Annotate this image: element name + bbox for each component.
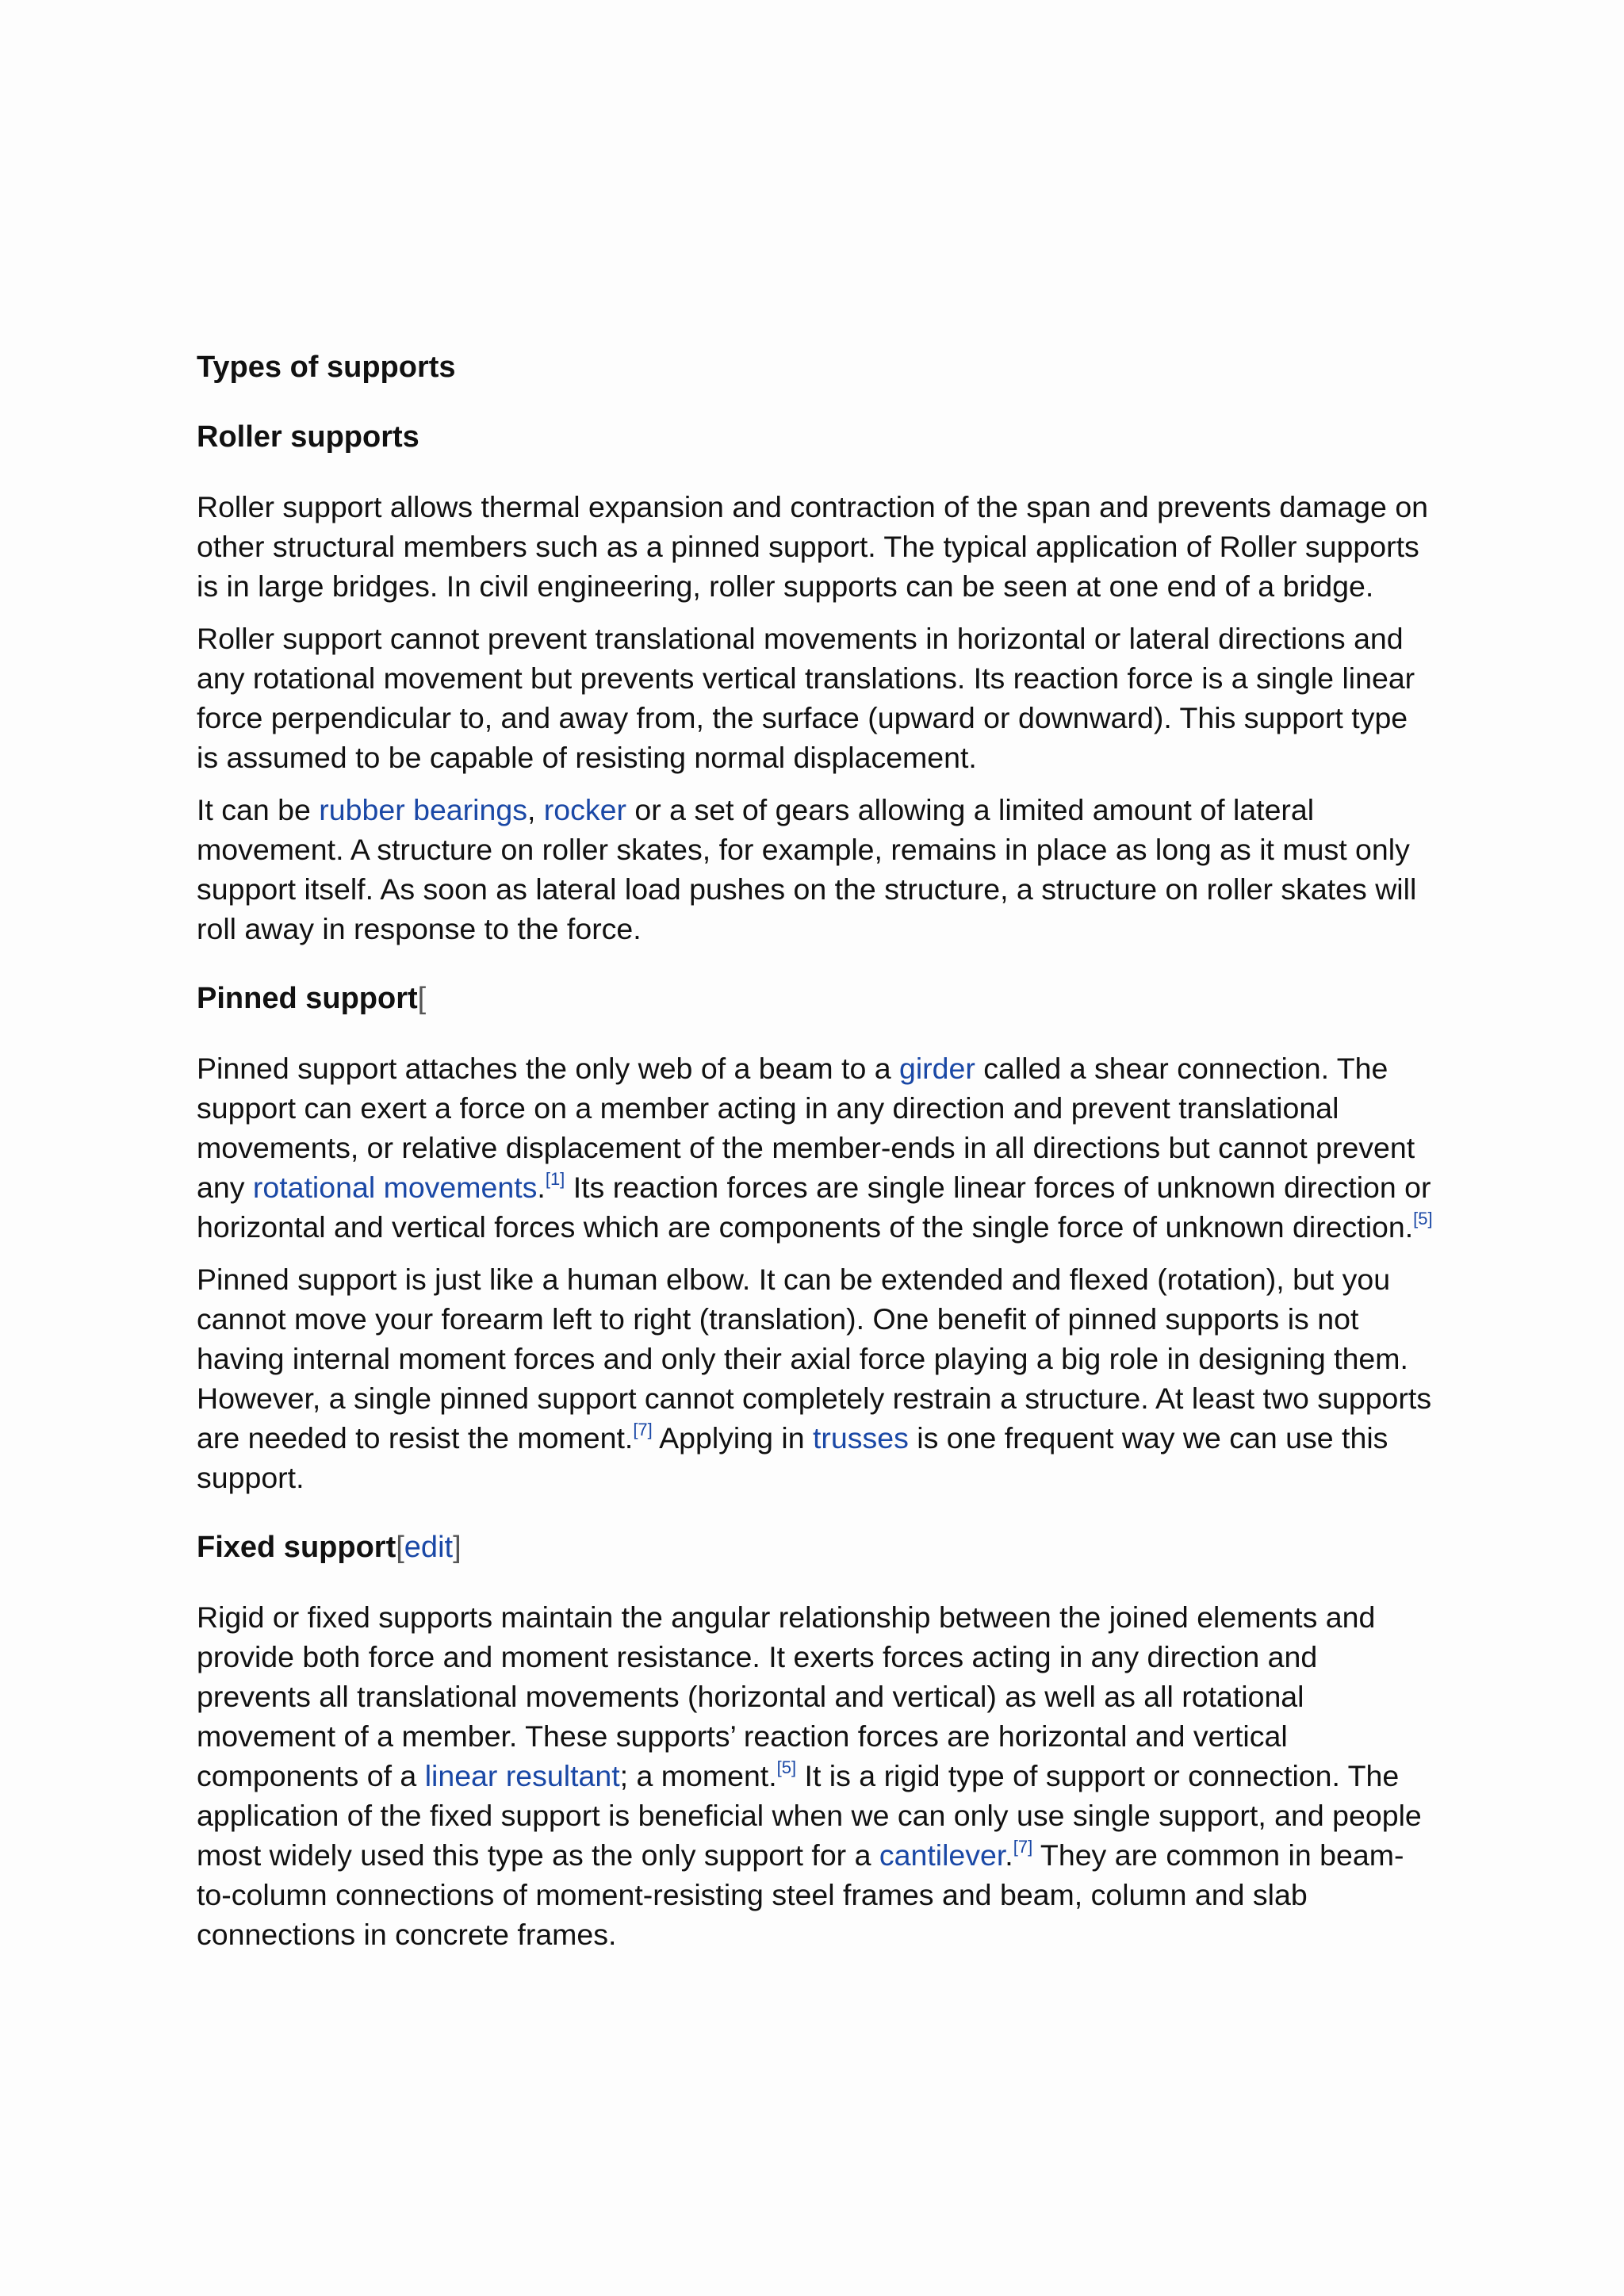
link-trusses[interactable]: trusses xyxy=(813,1421,909,1455)
edit-bracket-open: [ xyxy=(417,982,427,1015)
text-run: Rigid or fixed supports maintain the angular relationship between the joined elements and provide both force and moment resistance. It exerts forces acting in any direction and prevents all translational movements (horizontal and vertical) as well as all rotational movement of a member. These supports’ reaction forces are horizontal and vertical components of a xyxy=(197,1600,1376,1792)
heading-text: Pinned support xyxy=(197,982,418,1015)
section-heading-roller: Roller supports xyxy=(197,420,419,454)
text-run: , xyxy=(527,793,544,826)
roller-paragraph-1: Roller support allows thermal expansion and contraction of the span and prevents damage on other structural members such as a pinned support. The typical application of Roller supports is in large bridges. In civil engineering, roller supports can be seen at one end of a bridge. xyxy=(197,490,1429,603)
citation-ref-1[interactable]: [1] xyxy=(545,1169,565,1189)
roller-paragraph-3 xyxy=(197,790,1434,949)
edit-bracket-close: ] xyxy=(453,1531,462,1564)
text-run: They are common in beam-to-column connections of moment-resisting steel frames and beam, column and slab connections in concrete frames. xyxy=(197,1838,1404,1951)
text-run: Applying in xyxy=(652,1421,814,1455)
text-run: ; a moment. xyxy=(619,1759,777,1792)
text-run: It is a rigid type of support or connection. The application of the fixed support is beneficial when we can only use single support, and people most widely used this type as the only support for a xyxy=(197,1759,1422,1872)
text-run: Pinned support attaches the only web of a beam to a xyxy=(197,1052,899,1085)
link-rocker[interactable]: rocker xyxy=(543,793,626,826)
pinned-paragraph-1 xyxy=(197,1048,1434,1247)
citation-ref-7[interactable]: [7] xyxy=(633,1420,653,1439)
link-rubber-bearings[interactable]: rubber bearings xyxy=(319,793,527,826)
fixed-paragraph-1 xyxy=(197,1597,1434,1954)
citation-ref-7[interactable]: [7] xyxy=(1013,1837,1033,1857)
text-run: called a shear connection. The support can exert a force on a member acting in any direction and prevent translational movements, or relative displacement of the member-ends in all directions but cannot prevent any xyxy=(197,1052,1415,1204)
citation-ref-5[interactable]: [5] xyxy=(776,1757,797,1777)
text-run: or a set of gears allowing a limited amount of lateral movement. A structure on roller skates, for example, remains in place as long as it must only support itself. As soon as lateral load pushes on the structure, a structure on roller skates will roll away in response to the force. xyxy=(197,793,1417,945)
section-heading-types: Types of supports xyxy=(197,351,456,384)
citation-ref-5[interactable]: [5] xyxy=(1413,1209,1433,1228)
article-content xyxy=(197,347,1434,1967)
text-run: . xyxy=(537,1171,546,1204)
link-cantilever[interactable]: cantilever xyxy=(879,1838,1005,1872)
section-heading-fixed xyxy=(197,1527,1434,1567)
edit-bracket-open: [ xyxy=(396,1531,404,1564)
text-run: is one frequent way we can use this support. xyxy=(197,1421,1388,1494)
text-run: It can be xyxy=(197,793,320,826)
text-run: Its reaction forces are single linear forces of unknown direction or horizontal and vertical forces which are components of the single force of unknown direction. xyxy=(197,1171,1431,1244)
text-run: . xyxy=(1005,1838,1013,1872)
link-girder[interactable]: girder xyxy=(899,1052,975,1085)
pinned-paragraph-2 xyxy=(197,1259,1434,1497)
link-rotational-movements[interactable]: rotational movements xyxy=(252,1171,538,1204)
edit-link[interactable]: edit xyxy=(404,1531,454,1564)
text-run: Pinned support is just like a human elbow. It can be extended and flexed (rotation), but you cannot move your forearm left to right (translation). One benefit of pinned supports is not having internal moment forces and only their axial force playing a big role in designing them. However, a single pinned support cannot completely restrain a structure. At least two supports are needed to resist the moment. xyxy=(197,1263,1432,1455)
roller-paragraph-2: Roller support cannot prevent translational movements in horizontal or lateral directions and any rotational movement but prevents vertical translations. Its reaction force is a single linear force perpendicular to, and away from, the surface (upward or downward). This support type is assumed to be capable of resisting normal displacement. xyxy=(197,622,1415,774)
link-linear-resultant[interactable]: linear resultant xyxy=(424,1759,620,1792)
section-heading-pinned xyxy=(197,979,1434,1018)
heading-text: Fixed support xyxy=(197,1531,396,1564)
